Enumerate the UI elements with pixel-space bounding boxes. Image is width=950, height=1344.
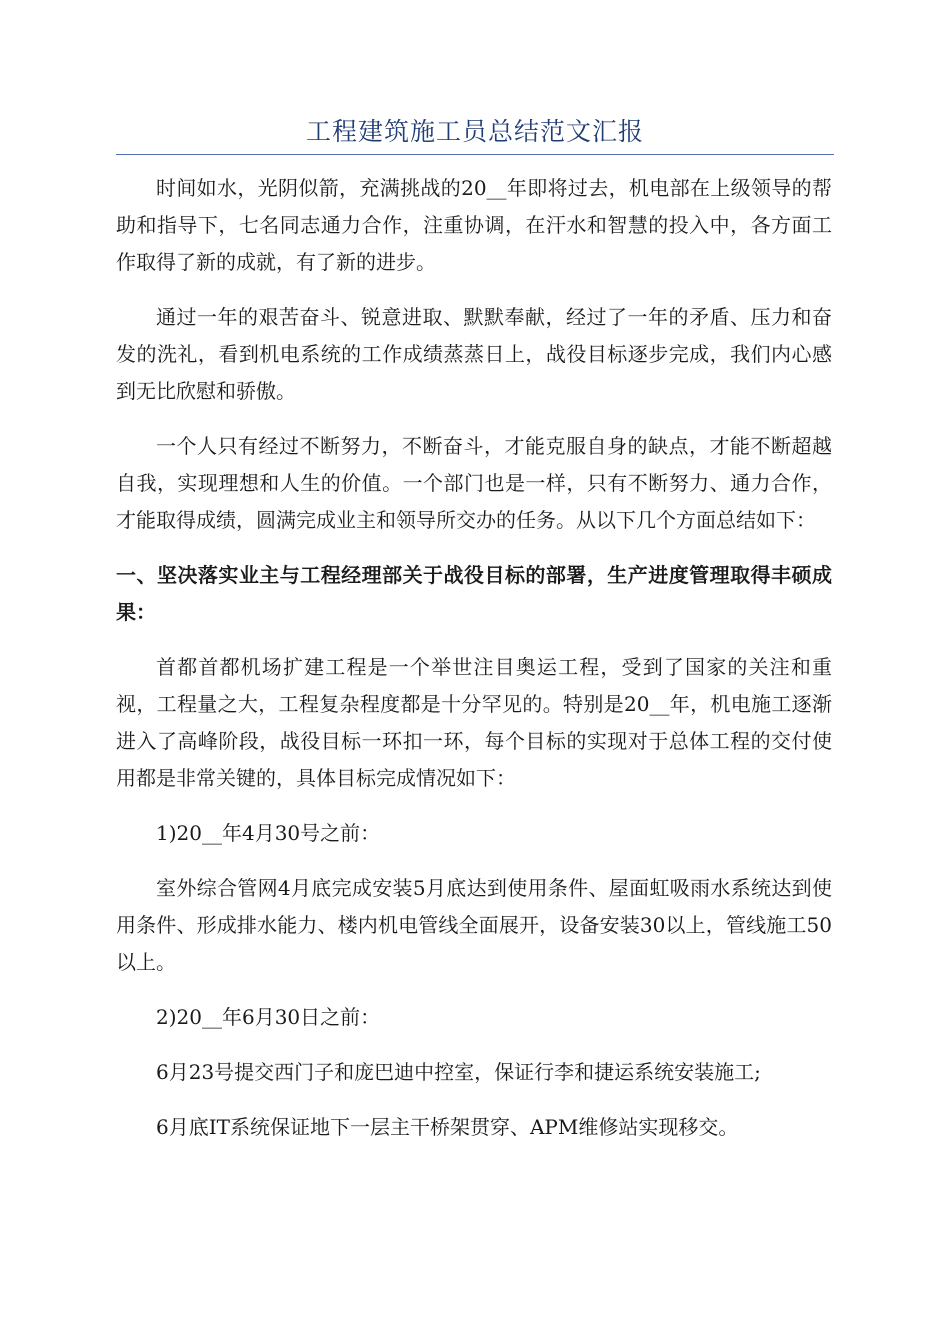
- paragraph-intro: 时间如水，光阴似箭，充满挑战的20__年即将过去，机电部在上级领导的帮助和指导下，七名同志通力合作，注重协调，在汗水和智慧的投入中，各方面工作取得了新的成就，有了新的进步。: [116, 176, 832, 274]
- paragraph-achievements: 通过一年的艰苦奋斗、锐意进取、默默奉献，经过了一年的矛盾、压力和奋发的洗礼，看到机电系统的工作成绩蒸蒸日上，战役目标逐步完成，我们内心感到无比欣慰和骄傲。: [116, 305, 832, 403]
- milestone-2-label: 2)20__年6月30日之前：: [156, 1005, 381, 1029]
- milestone-2-detail-a: 6月23号提交西门子和庞巴迪中控室，保证行李和捷运系统安装施工;: [156, 1060, 761, 1084]
- paragraph-effort: 一个人只有经过不断努力，不断奋斗，才能克服自身的缺点，才能不断超越自我，实现理想和人生的价值。一个部门也是一样，只有不断努力、通力合作，才能取得成绩，圆满完成业主和领导所交办的任务。从以下几个方面总结如下：: [116, 434, 832, 532]
- document-body: [116, 170, 832, 1164]
- milestone-1-label: 1)20__年4月30号之前：: [156, 821, 381, 845]
- milestone-2-detail-b: 6月底IT系统保证地下一层主干桥架贯穿、APM维修站实现移交。: [156, 1115, 739, 1139]
- title-underline: [116, 154, 834, 155]
- milestone-1-detail: 室外综合管网4月底完成安装5月底达到使用条件、屋面虹吸雨水系统达到使用条件、形成排水能力、楼内机电管线全面展开，设备安装30以上，管线施工50以上。: [116, 876, 832, 974]
- paragraph-airport-project: 首都首都机场扩建工程是一个举世注目奥运工程，受到了国家的关注和重视，工程量之大，工程复杂程度都是十分罕见的。特别是20__年，机电施工逐渐进入了高峰阶段，战役目标一环扣一环，每个目标的实现对于总体工程的交付使用都是非常关键的，具体目标完成情况如下：: [116, 655, 832, 790]
- document-title: 工程建筑施工员总结范文汇报: [305, 117, 644, 146]
- section-heading-1: 一、坚决落实业主与工程经理部关于战役目标的部署，生产进度管理取得丰硕成果：: [116, 563, 832, 624]
